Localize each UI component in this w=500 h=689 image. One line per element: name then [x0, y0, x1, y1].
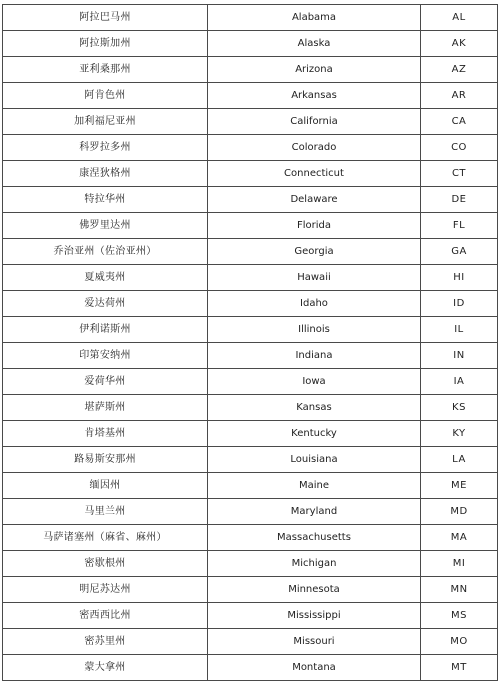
state-chinese-name-cell: 肯塔基州 [3, 421, 208, 447]
table-row [3, 239, 498, 265]
state-abbreviation-cell: KY [421, 421, 498, 447]
table-row [3, 499, 498, 525]
state-english-name-cell: Maine [208, 473, 421, 499]
table-row [3, 31, 498, 57]
state-english-name-cell: Kansas [208, 395, 421, 421]
state-english-name-cell: Colorado [208, 135, 421, 161]
table-row [3, 135, 498, 161]
state-chinese-name-cell: 康涅狄格州 [3, 161, 208, 187]
state-abbreviation-cell: IL [421, 317, 498, 343]
state-chinese-name-cell: 亚利桑那州 [3, 57, 208, 83]
table-row [3, 291, 498, 317]
state-english-name-cell: Iowa [208, 369, 421, 395]
state-english-name-cell: Delaware [208, 187, 421, 213]
table-row [3, 57, 498, 83]
state-abbreviation-cell: GA [421, 239, 498, 265]
state-chinese-name-cell: 阿拉斯加州 [3, 31, 208, 57]
state-chinese-name-cell: 马里兰州 [3, 499, 208, 525]
table-row [3, 317, 498, 343]
state-chinese-name-cell: 伊利诺斯州 [3, 317, 208, 343]
state-chinese-name-cell: 缅因州 [3, 473, 208, 499]
state-english-name-cell: Missouri [208, 629, 421, 655]
state-abbreviation-cell: ME [421, 473, 498, 499]
table-row [3, 525, 498, 551]
state-abbreviation-cell: HI [421, 265, 498, 291]
state-english-name-cell: Maryland [208, 499, 421, 525]
state-english-name-cell: Hawaii [208, 265, 421, 291]
state-chinese-name-cell: 特拉华州 [3, 187, 208, 213]
state-english-name-cell: Florida [208, 213, 421, 239]
state-chinese-name-cell: 夏威夷州 [3, 265, 208, 291]
table-row [3, 187, 498, 213]
state-chinese-name-cell: 阿肯色州 [3, 83, 208, 109]
state-english-name-cell: Kentucky [208, 421, 421, 447]
state-chinese-name-cell: 爱荷华州 [3, 369, 208, 395]
state-abbreviation-cell: MO [421, 629, 498, 655]
state-chinese-name-cell: 堪萨斯州 [3, 395, 208, 421]
table-row [3, 213, 498, 239]
state-chinese-name-cell: 佛罗里达州 [3, 213, 208, 239]
state-chinese-name-cell: 爱达荷州 [3, 291, 208, 317]
state-abbreviation-cell: ID [421, 291, 498, 317]
state-english-name-cell: Massachusetts [208, 525, 421, 551]
table-body [3, 5, 498, 681]
state-abbreviation-cell: AR [421, 83, 498, 109]
state-english-name-cell: Georgia [208, 239, 421, 265]
state-abbreviation-cell: MA [421, 525, 498, 551]
state-chinese-name-cell: 密苏里州 [3, 629, 208, 655]
table-row [3, 343, 498, 369]
state-chinese-name-cell: 密西西比州 [3, 603, 208, 629]
state-chinese-name-cell: 蒙大拿州 [3, 655, 208, 681]
state-abbreviation-cell: FL [421, 213, 498, 239]
state-abbreviation-cell: DE [421, 187, 498, 213]
state-english-name-cell: Arizona [208, 57, 421, 83]
table-row [3, 629, 498, 655]
table-row [3, 577, 498, 603]
state-chinese-name-cell: 科罗拉多州 [3, 135, 208, 161]
state-abbreviation-cell: IA [421, 369, 498, 395]
state-chinese-name-cell: 乔治亚州（佐治亚州） [3, 239, 208, 265]
table-row [3, 109, 498, 135]
state-abbreviation-cell: MN [421, 577, 498, 603]
state-chinese-name-cell: 印第安纳州 [3, 343, 208, 369]
table-row [3, 161, 498, 187]
state-english-name-cell: Idaho [208, 291, 421, 317]
state-chinese-name-cell: 加利福尼亚州 [3, 109, 208, 135]
state-english-name-cell: Arkansas [208, 83, 421, 109]
state-english-name-cell: Minnesota [208, 577, 421, 603]
state-abbreviation-cell: AL [421, 5, 498, 31]
state-chinese-name-cell: 路易斯安那州 [3, 447, 208, 473]
table-row [3, 83, 498, 109]
table-row [3, 5, 498, 31]
state-abbreviation-cell: MD [421, 499, 498, 525]
state-english-name-cell: Louisiana [208, 447, 421, 473]
state-abbreviation-cell: KS [421, 395, 498, 421]
us-states-table [2, 4, 498, 681]
state-english-name-cell: Mississippi [208, 603, 421, 629]
state-english-name-cell: California [208, 109, 421, 135]
state-chinese-name-cell: 马萨诸塞州（麻省、麻州） [3, 525, 208, 551]
table-row [3, 369, 498, 395]
state-english-name-cell: Alabama [208, 5, 421, 31]
state-chinese-name-cell: 明尼苏达州 [3, 577, 208, 603]
state-abbreviation-cell: MS [421, 603, 498, 629]
state-english-name-cell: Alaska [208, 31, 421, 57]
state-english-name-cell: Illinois [208, 317, 421, 343]
state-abbreviation-cell: IN [421, 343, 498, 369]
state-english-name-cell: Montana [208, 655, 421, 681]
table-row [3, 421, 498, 447]
state-chinese-name-cell: 阿拉巴马州 [3, 5, 208, 31]
state-english-name-cell: Michigan [208, 551, 421, 577]
state-chinese-name-cell: 密歇根州 [3, 551, 208, 577]
table-row [3, 603, 498, 629]
state-abbreviation-cell: LA [421, 447, 498, 473]
state-abbreviation-cell: CO [421, 135, 498, 161]
table-row [3, 655, 498, 681]
state-english-name-cell: Indiana [208, 343, 421, 369]
state-abbreviation-cell: MT [421, 655, 498, 681]
state-abbreviation-cell: AK [421, 31, 498, 57]
state-abbreviation-cell: AZ [421, 57, 498, 83]
table-row [3, 265, 498, 291]
table-row [3, 473, 498, 499]
state-abbreviation-cell: CT [421, 161, 498, 187]
state-abbreviation-cell: CA [421, 109, 498, 135]
state-english-name-cell: Connecticut [208, 161, 421, 187]
state-abbreviation-cell: MI [421, 551, 498, 577]
table-row [3, 447, 498, 473]
table-row [3, 395, 498, 421]
table-row [3, 551, 498, 577]
